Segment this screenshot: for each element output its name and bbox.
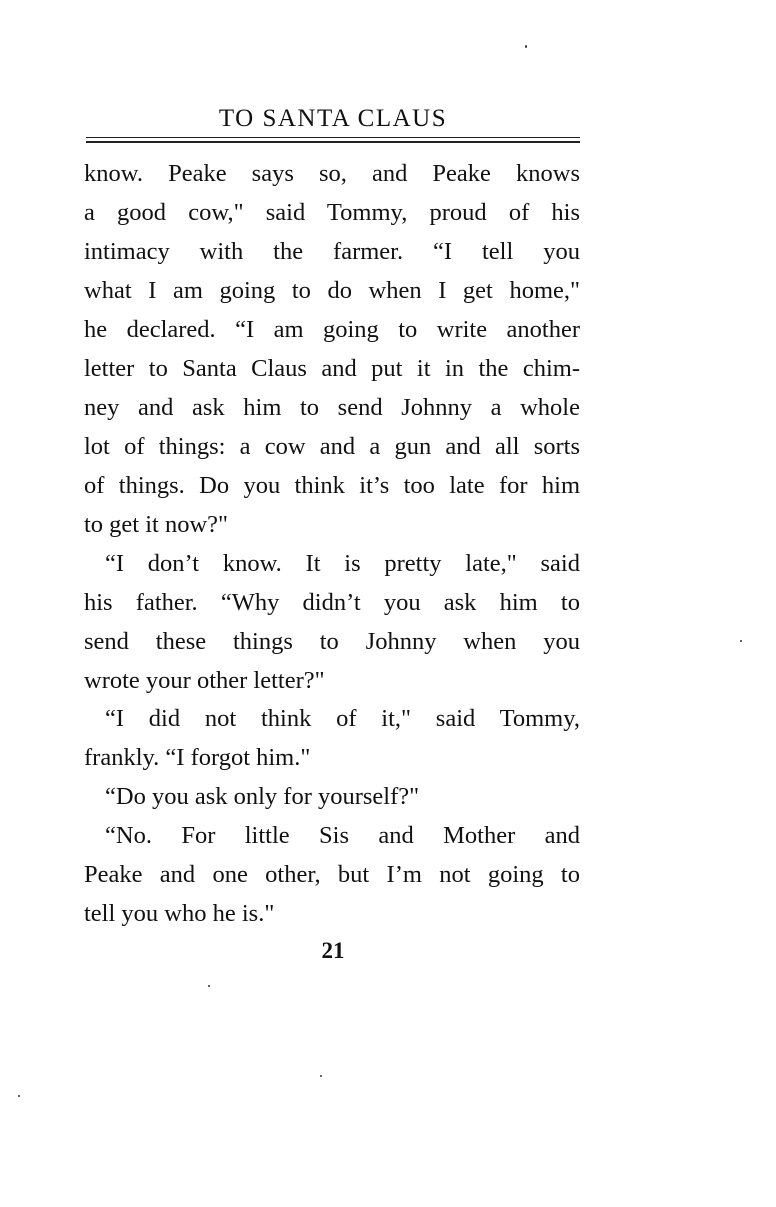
running-head: TO SANTA CLAUS	[218, 105, 448, 132]
body-line: letter to Santa Claus and put it in the chim-	[84, 355, 580, 382]
body-line: to get it now?"	[84, 511, 229, 538]
body-line: of things. Do you think it’s too late for him	[84, 472, 580, 499]
header-rule-thick	[86, 141, 580, 143]
body-line: he declared. “I am going to write another	[84, 316, 580, 343]
paper-speck	[320, 1075, 322, 1077]
body-line: Peake and one other, but I’m not going to	[84, 861, 580, 888]
body-line: his father. “Why didn’t you ask him to	[84, 589, 580, 616]
body-line: wrote your other letter?"	[84, 667, 325, 694]
body-line: frankly. “I forgot him."	[84, 744, 311, 771]
body-line: “Do you ask only for yourself?"	[105, 783, 420, 810]
body-line: what I am going to do when I get home,"	[84, 277, 580, 304]
body-line: “I did not think of it," said Tommy,	[105, 705, 580, 732]
body-line: “I don’t know. It is pretty late," said	[105, 550, 580, 577]
paper-speck	[18, 1095, 20, 1097]
body-line: intimacy with the farmer. “I tell you	[84, 238, 580, 265]
header-rule-thin	[86, 137, 580, 138]
body-line: know. Peake says so, and Peake knows	[84, 160, 580, 187]
body-line: send these things to Johnny when you	[84, 628, 580, 655]
body-line: a good cow," said Tommy, proud of his	[84, 199, 580, 226]
body-line: lot of things: a cow and a gun and all sorts	[84, 433, 580, 460]
body-line: “No. For little Sis and Mother and	[105, 822, 580, 849]
paper-speck	[740, 640, 742, 642]
body-line: ney and ask him to send Johnny a whole	[84, 394, 580, 421]
body-line: tell you who he is."	[84, 900, 275, 927]
paper-speck	[208, 985, 210, 987]
page-number: 21	[321, 938, 345, 963]
paper-speck	[525, 45, 527, 48]
